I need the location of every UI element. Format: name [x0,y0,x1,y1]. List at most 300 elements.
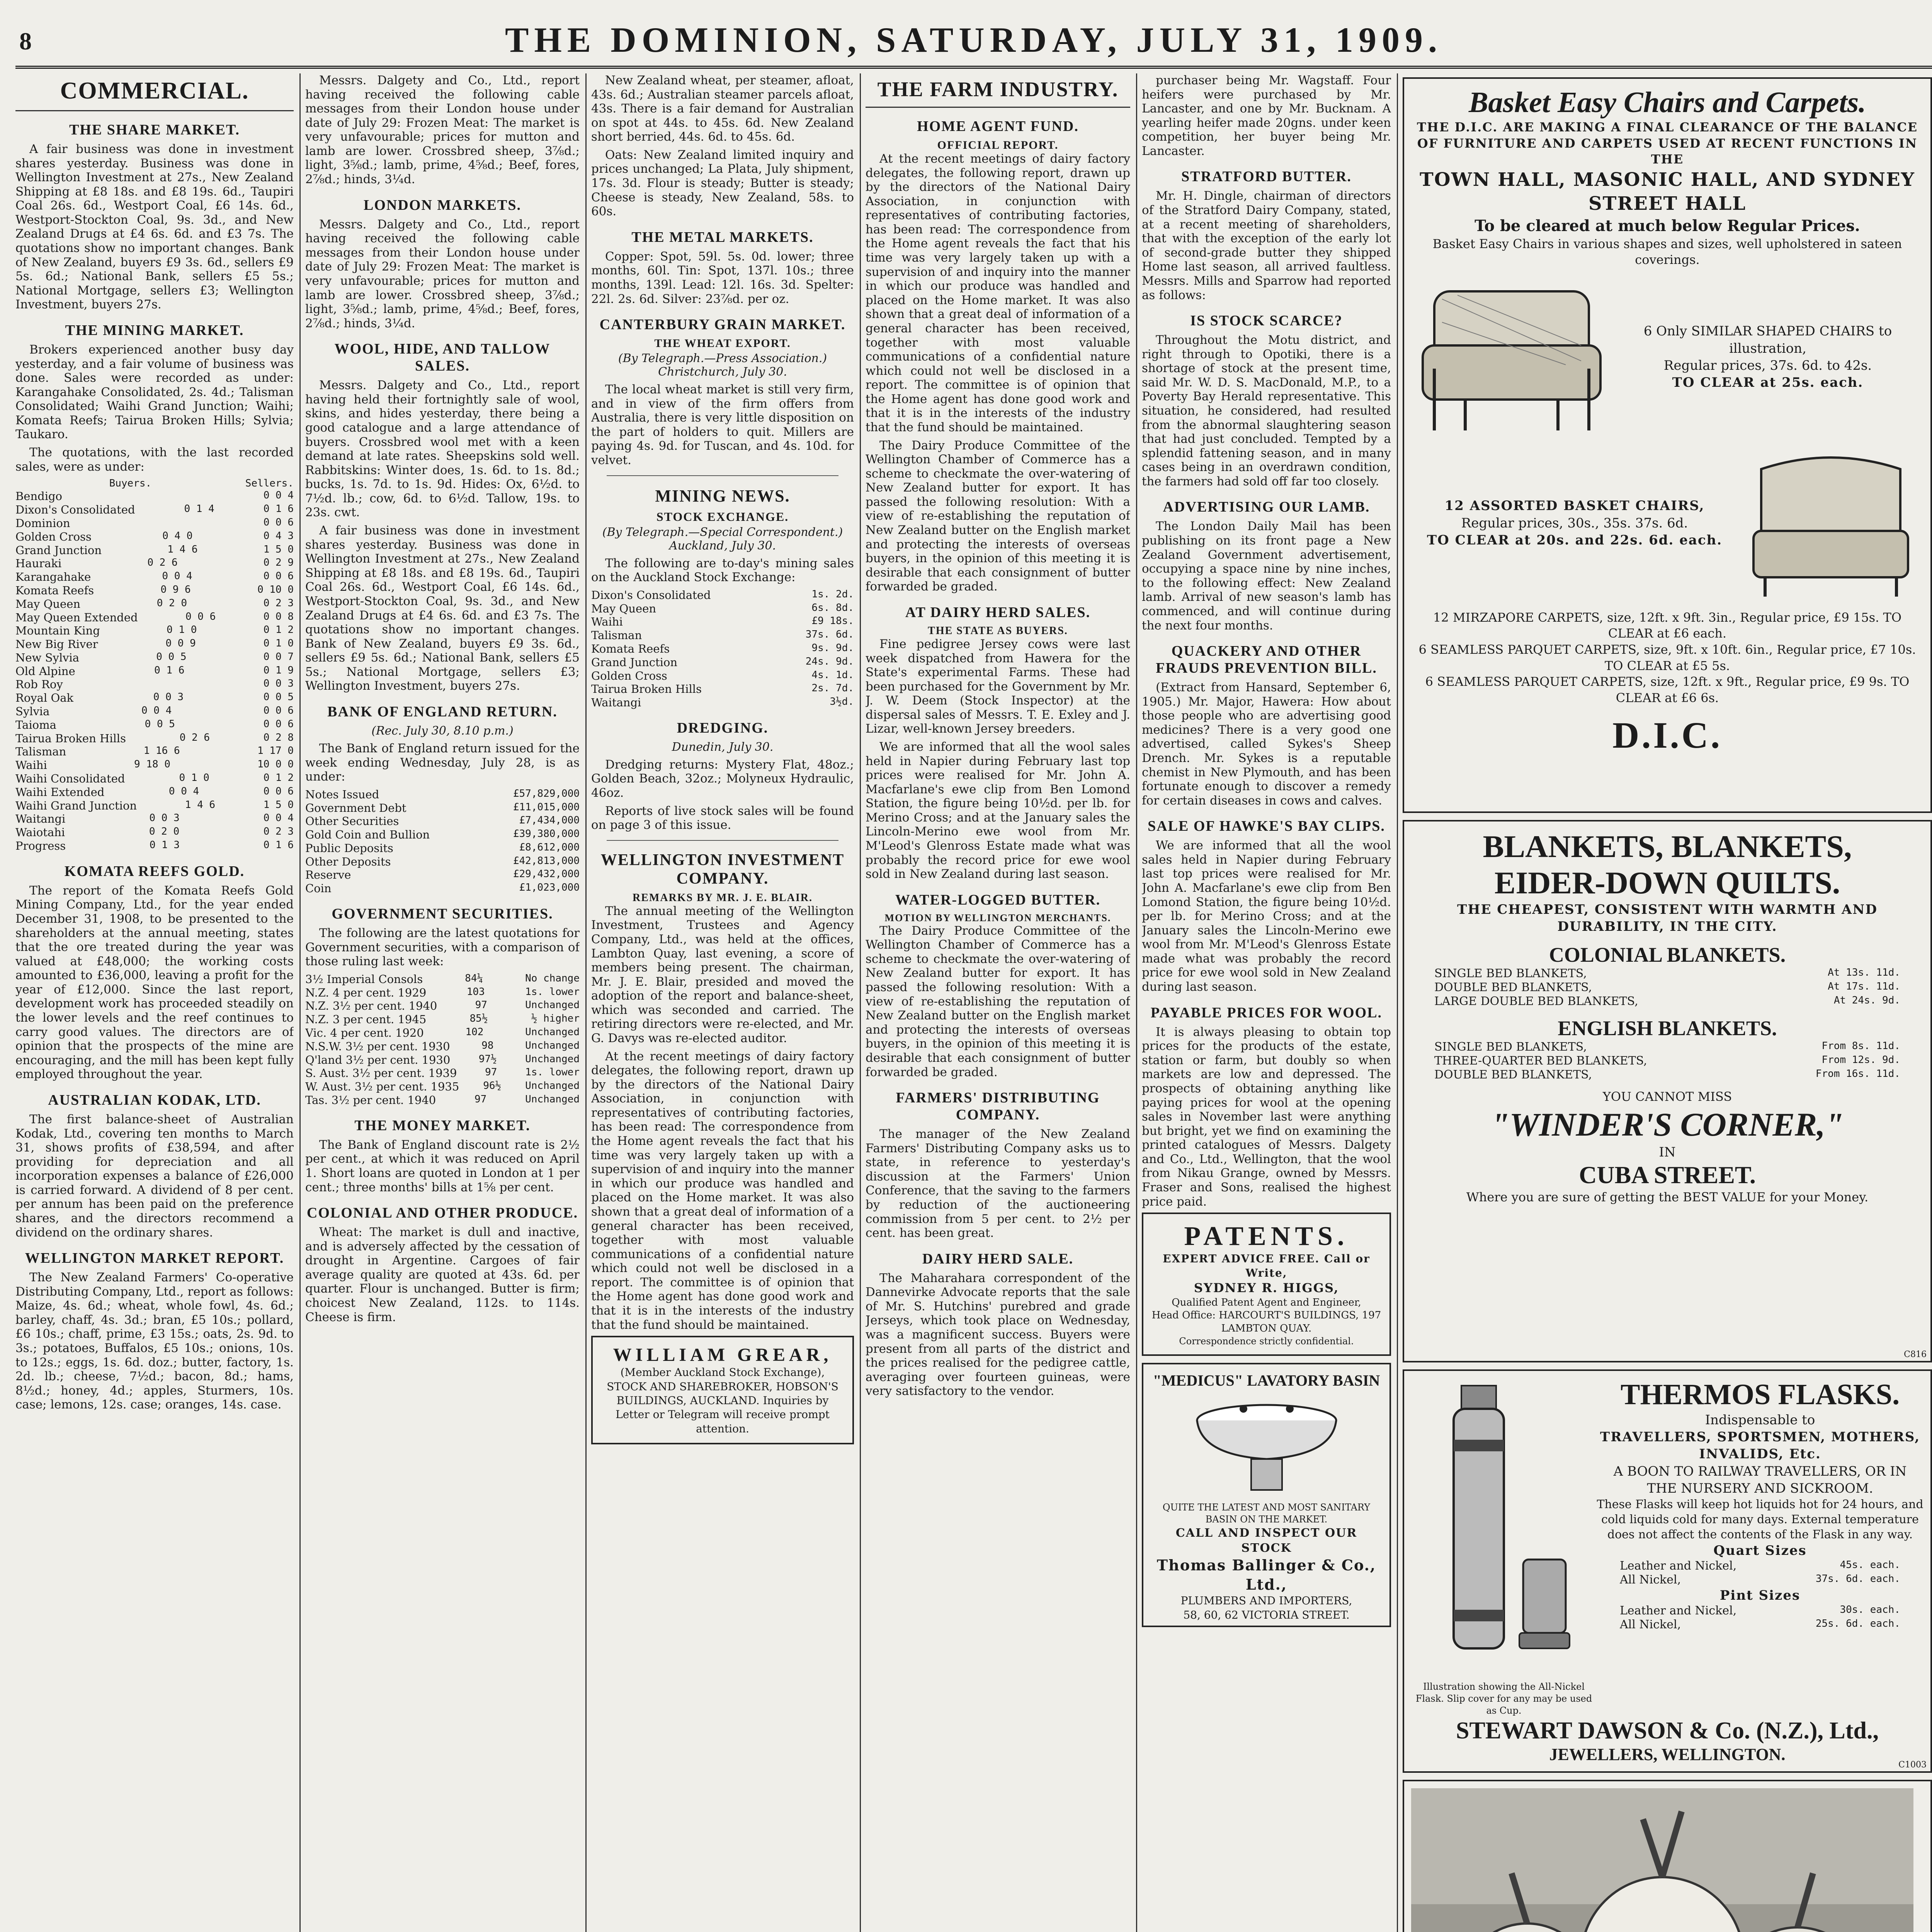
table-cell: Mountain King [15,624,100,638]
table-row [15,638,294,651]
prices-text: It is always pleasing to obtain top prices for the products of the estate, station or farm, but doubly so when markets are low and depressed. The prospects of obtaining anything like paying prices for wool at the opening sales in November last were anything but bright, yet we find on examining the printed catalogues of Messrs. Dalgety and Co., Ltd., Wellington, that the wool from Nikau Grange, owned by Messrs. Fraser and Sons, realised the highest price paid. [1142,1025,1391,1209]
london-heading: LONDON MARKETS. [364,197,521,213]
table-row [1411,981,1923,995]
table-cell: New Big River [15,638,98,651]
turnips-illustration [1411,1788,1913,1932]
table-row [591,629,854,642]
table-row [15,530,294,544]
patents-line-2: SYDNEY R. HIGGS, [1194,1280,1339,1295]
table-cell: 25s. 6d. each. [1815,1618,1900,1630]
basket-title: Basket Easy Chairs and Carpets. [1468,86,1866,119]
table-cell: SINGLE BED BLANKETS, [1434,1040,1587,1054]
chair1-line-1: 6 Only SIMILAR SHAPED CHAIRS to illustration, [1643,323,1892,356]
table-cell: 37s. 6d. [805,629,854,641]
bank-text: The Bank of England return issued for the week ending Wednesday, July 28, is as under: [305,741,580,784]
table-cell: Waihi Grand Junction [15,799,137,812]
blankets-advert-id: C816 [1904,1350,1927,1359]
table-cell: Tairua Broken Hills [15,731,126,745]
table-cell: £8,612,000 [519,841,580,853]
table-cell: Dixon's Consolidated [15,503,135,517]
chair2-line-2: Regular prices, 30s., 35s. 37s. 6d. [1461,515,1688,531]
table-row [305,801,580,815]
butter-heading: WATER-LOGGED BUTTER. [895,891,1101,908]
table-cell: 1s. 2d. [811,588,854,600]
table-row [15,772,294,786]
stock-table [591,588,854,709]
table-cell: £1,023,000 [519,882,580,894]
table-cell: Unchanged [525,1093,580,1105]
table-cell: 0 0 6 [263,516,294,528]
bank-table [305,788,580,895]
lavatory-line-1: QUITE THE LATEST AND MOST SANITARY BASIN ON THE MARKET. [1162,1502,1371,1525]
table-row [15,759,294,772]
table-cell: Other Securities [305,815,399,828]
table-cell: Talisman [15,745,66,759]
table-row [305,828,580,842]
column-advertisements [1403,73,1932,1932]
table-row [305,882,580,895]
table-cell: May Queen [591,602,656,615]
table-cell: 0 1 4 [184,503,214,515]
table-row [15,490,294,503]
london-text: Messrs. Dalgety and Co., Ltd., report having received the following cable messages from their London house under date of July 29: Frozen Meat: The market is very unfavourable; prices for mutton and lamb are lower. Crossbred sheep, 3⅞d.; light, 3⅝d.; lamb, prime, 4⅝d.; Beef, fores, 2⅞d.; hinds, 3¼d. [305,217,580,330]
table-cell: Talisman [591,629,642,642]
lamb-text: The London Daily Mail has been publishing on its front page a New Zealand Government advertisement, occupying a space nine by nine inches, to the following effect: New Zealand lamb. Arrival of new season's lamb has commenced, and will continue during the next four months. [1142,519,1391,633]
thermos-quart-heading: Quart Sizes [1713,1543,1807,1558]
dairy-herd-heading: AT DAIRY HERD SALES. [905,604,1091,621]
table-cell: Gold Coin and Bullion [305,828,430,842]
table-cell: From 16s. 11d. [1815,1068,1900,1080]
chair1-line-2: Regular prices, 37s. 6d. to 42s. [1663,357,1872,373]
patents-advert [1142,1213,1391,1356]
table-cell: 0 0 7 [263,651,294,663]
table-row [15,799,294,813]
table-cell: 0 2 3 [263,597,294,609]
table-cell: £29,432,000 [513,868,580,880]
metal-heading: THE METAL MARKETS. [631,229,814,245]
table-cell: 0 0 4 [168,785,199,797]
basket-chair-2 [1411,446,1923,600]
table-row [15,503,294,517]
table-cell: Waihi [15,759,47,772]
table-row [305,1053,580,1067]
table-cell: N.Z. 3 per cent. 1945 [305,1013,427,1026]
table-cell: Hauraki [15,557,62,570]
table-row [15,718,294,732]
table-row [305,999,580,1013]
table-cell: 0 4 3 [263,530,294,542]
table-cell: Progress [15,839,66,853]
column-farm-2 [1142,73,1391,1932]
page-number: 8 [19,27,32,55]
patents-line-5: Correspondence strictly confidential. [1179,1335,1354,1347]
colonial-blankets-list [1411,967,1923,1009]
table-cell: 0 0 5 [145,718,175,730]
dic-logo: D.I.C. [1612,714,1722,756]
table-row [1411,995,1923,1009]
table-cell: 0 0 8 [263,611,294,622]
quotations-header: Buyers. Sellers. [109,478,294,490]
quack-text: (Extract from Hansard, September 6, 1905.) Mr. Major, Hawera: How about those people who are advertising good medicines? There is a very good one advertised, called Sykes's Sheep Drench. Mr. Sykes is a reputable chemist in New Plymouth, and has been fortunate enough to discover a remedy for certain diseases in cows and calves. [1142,680,1391,808]
thermos-line-3: A BOON TO RAILWAY TRAVELLERS, OR IN THE NURSERY AND SICKROOM. [1613,1463,1907,1496]
table-cell: Government Debt [305,801,406,815]
table-cell: From 8s. 11d. [1821,1040,1900,1052]
table-row [305,815,580,828]
table-cell: 0 1 2 [263,772,294,784]
table-cell: £9 18s. [811,615,854,627]
masthead-rule [15,66,1932,69]
english-blankets-heading: ENGLISH BLANKETS. [1558,1017,1777,1040]
table-cell: 0 1 6 [154,664,185,676]
stewart-dawson: STEWART DAWSON & Co. (N.Z.), Ltd., [1456,1717,1879,1744]
wic-text: The annual meeting of the Wellington Investment, Trustees and Agency Company, Ltd., was held at the offices, Lambton Quay, last evening, a score of members being present. The chairman, Mr. J. E. Blair, presided and moved the adoption of the report and balance-sheet, which was seconded and carried. The retiring directors were re-elected, and Mr. G. Davys was re-elected auditor. [591,904,854,1045]
table-cell: Grand Junction [591,655,678,669]
table-row [15,705,294,718]
table-row [305,788,580,801]
table-cell: Karangahake [15,570,91,584]
table-cell: 0 0 3 [263,678,294,690]
table-cell: W. Aust. 3½ per cent. 1935 [305,1080,459,1094]
column-markets [591,73,854,1932]
table-row [15,732,294,745]
column-commercial-2 [305,73,580,1932]
table-cell: From 12s. 9d. [1821,1054,1900,1066]
table-cell: N.Z. 4 per cent. 1929 [305,986,427,999]
produce-text: Messrs. Dalgety and Co., Ltd., report having held their fortnightly sale of wool, skins, and hides yesterday, there being a good catalogue and a large attendance of buyers. Crossbred wool met with a keen demand at late rates. Sheepskins sold well. Rabbitskins: Winter does, 1s. 6d. to 1s. 8d.; bucks, 1s. 7d. to 1s. 9d. Hides: Ox, 6½d. to 7½d. lb.; cow, 6d. to 6½d. Tallow, 19s. to 23s. cwt. [305,378,580,520]
canterbury-heading: CANTERBURY GRAIN MARKET. [599,316,846,333]
table-cell: 85½ [469,1013,488,1025]
table-row [15,826,294,839]
table-cell: 0 1 0 [179,772,209,784]
blankets-tagline: Where you are sure of getting the BEST VALUE for your Money. [1466,1190,1869,1205]
blankets-advert [1403,820,1932,1362]
table-cell: 0 2 0 [149,826,180,838]
table-cell: £57,829,000 [513,787,580,799]
official-text-2: The Dairy Produce Committee of the Wellington Chamber of Commerce has a scheme to checkmate the over-watering of New Zealand butter for export. It has passed the following resolution: With a view of re-establishing the reputation of New Zealand butter on the English market and protecting the interests of overseas buyers, in the opinion of this meeting it is desirable that each consignment of butter forwarded be graded. [866,438,1130,594]
blankets-title-2: EIDER-DOWN QUILTS. [1494,865,1840,900]
dairy-sale-text: The Maharahara correspondent of the Dannevirke Advocate reports that the sale of Mr. S. Hutchins' purebred and grade Jerseys, which took place on Wednesday, was a magnificent success. Buyers were present from all parts of the district and the prices realised for the pedigree cattle, averaging over fourteen guineas, were very satisfactory to the vendor. [866,1271,1130,1398]
table-cell: 0 0 3 [153,691,184,703]
column-rule [1397,73,1398,1932]
table-cell: 0 1 0 [263,638,294,650]
hawkes-heading: SALE OF HAWKE'S BAY CLIPS. [1148,818,1385,835]
dairy-herd-text: Fine pedigree Jersey cows were last week dispatched from Hawera for the State's experimental Farms. These had been purchased for the Government by Mr. J. W. Deem (Stock Inspector) at the dispersal sales of Messrs. T. E. Exley and J. Lizar, well-known Jersey breeders. [866,637,1130,736]
prices-heading: PAYABLE PRICES FOR WOOL. [1150,1004,1383,1021]
table-cell: Dominion [15,516,70,530]
table-cell: 0 0 9 [165,638,196,650]
oats-text: Oats: New Zealand limited inquiry and prices unchanged; La Plata, July shipment, 17s. 3d. Flour is steady; Butter is steady; Cheese is steady, New Zealand, 58s. to 60s. [591,148,854,219]
table-row [15,611,294,624]
farmers-heading: FARMERS' DISTRIBUTING COMPANY. [896,1090,1100,1123]
thermos-line-1: Indispensable to [1705,1412,1815,1428]
table-row [591,588,854,602]
table-cell: 0 4 0 [162,530,193,542]
table-cell: 0 2 3 [263,826,294,838]
table-cell: 45s. each. [1840,1559,1900,1571]
table-cell: 0 10 0 [257,583,294,595]
share-market-heading: THE SHARE MARKET. [69,122,240,138]
dredging-heading: DREDGING. [677,719,769,736]
share-market-text: A fair business was done in investment shares yesterday. Business was done in Wellington Investment at 27s., New Zealand Shipping at £8 18s. and £8 19s. 6d., Taupiri Coal 26s. 6d., Westport Coal, £6 14s. 6d., Westport-Stockton Coal, 9s. 3d., and New Zealand Drugs at £4 6s. 6d. and £3 7s. The quotations show no important changes. Bank of New Zealand, buyers £9 3s. 6d., sellers £9 5s. 6d.; National Bank, sellers £5 5s.; National Mortgage, sellers £3; Wellington Investment, buyers 27s. [15,142,294,312]
basket-chair-1-text [1612,323,1923,391]
table-cell: 37s. 6d. each. [1815,1573,1900,1585]
table-row [591,602,854,616]
stratford-text: Mr. H. Dingle, chairman of directors of the Stratford Dairy Company, stated, at a recent meeting of shareholders, that with the exception of the early lot of second-grade butter they shipped Home last season, all arrived faultless. Messrs. Mills and Sparrow had reported as follows: [1142,189,1391,302]
table-row [305,868,580,882]
table-row [15,839,294,853]
table-cell: S. Aust. 3½ per cent. 1939 [305,1066,457,1080]
carpet-line-3: 6 SEAMLESS PARQUET CARPETS, size, 12ft. x 9ft., Regular price, £9 9s. TO CLEAR at £6 6s. [1425,674,1910,705]
thermos-caption: Illustration showing the All-Nickel Flask. Slip cover for any may be used as Cup. [1415,1681,1592,1716]
table-cell: Waihi [591,615,623,629]
govt-heading: GOVERNMENT SECURITIES. [332,906,553,922]
table-cell: 9s. 9d. [811,642,854,654]
quack-heading: QUACKERY AND OTHER FRAUDS PREVENTION BILL. [1156,643,1377,677]
table-cell: 10 0 0 [257,759,294,770]
table-row [1411,1054,1923,1068]
table-cell: 96½ [483,1080,502,1092]
official-heading: OFFICIAL REPORT. [937,139,1059,151]
mining-market-text: Brokers experienced another busy day yesterday, and a fair volume of business was done. Sales were recorded as under: Karangahake Consolidated, 2s. 4d.; Talisman Consolidated; Waihi Grand Junction; Waihi; Komata Reefs; Tairua Broken Hills; Sylvia; Taukaro. [15,342,294,442]
table-cell: 97 [485,1066,497,1078]
table-row [305,1066,580,1080]
thermos-quart-list [1597,1559,1923,1587]
lavatory-line-4: PLUMBERS AND IMPORTERS, [1180,1594,1352,1607]
stock-exchange-heading: STOCK EXCHANGE. [656,509,789,524]
table-cell: 0 1 6 [263,503,294,515]
table-cell: Taioma [15,718,56,731]
thermos-line-4: These Flasks will keep hot liquids hot for 24 hours, and cold liquids cold for many days. External temperature does not affect the contents of the Flask in any way. [1597,1497,1923,1541]
table-cell: £39,380,000 [513,828,580,840]
farm-text-top: purchaser being Mr. Wagstaff. Four heifers were purchased by Mr. Lancaster, and one by Mr. Bucknam. A yearling heifer made 20gns. under keen competition, her buyer being Mr. Lancaster. [1142,73,1391,158]
canterbury-text: The local wheat market is still very firm, and in view of the firm offers from Australia, there is very little disposition on the part of holders to quit. Millers are paying 4s. 9d. for Tuscan, and 4s. 10d. for velvet. [591,383,854,467]
home-agent-heading: HOME AGENT FUND. [917,118,1079,134]
basket-chair-2-text [1411,497,1738,549]
basket-chairs-advert [1403,77,1932,813]
govt-table [305,973,580,1107]
table-cell: 2s. 7d. [811,682,854,694]
canterbury-byline: (By Telegraph.—Press Association.) Christchurch, July 30. [618,352,827,379]
komata-text: The report of the Komata Reefs Gold Mining Company, Ltd., for the year ended December 31, 1908, to be presented to the shareholders at the annual meeting, states that the ore treated during the year was valued at £48,000; the working costs amounted to £36,000, leaving a profit for the year of £12,000. Since the last report, development work has proceeded steadily on the lower levels and the reef continues to carry good values. The directors are of opinion that the prospects of the mine are encouraging, and the mill has been kept fully employed throughout the year. [15,883,294,1082]
colonial-heading: COLONIAL AND OTHER PRODUCE. [306,1205,578,1221]
table-cell: 9 18 0 [134,759,170,770]
chair2-line-1: 12 ASSORTED BASKET CHAIRS, [1444,498,1705,514]
table-cell: 97½ [478,1053,497,1065]
table-row [1411,967,1923,981]
table-cell: 0 2 0 [156,597,187,609]
thermos-illustration-wrap [1411,1378,1597,1717]
table-cell: Tairua Broken Hills [591,682,702,696]
table-cell: 97 [474,1093,487,1105]
table-row [15,678,294,691]
table-row [1411,1040,1923,1054]
table-row [305,1080,580,1094]
stewart-dawson-2: JEWELLERS, WELLINGTON. [1549,1745,1786,1764]
thermos-layout [1411,1378,1923,1717]
table-cell: N.S.W. 3½ per cent. 1930 [305,1039,450,1053]
table-cell: 1s. lower [525,1066,580,1078]
table-cell: Grand Junction [15,543,102,557]
table-cell: 0 0 6 [263,785,294,797]
lavatory-line-3: Thomas Ballinger & Co., Ltd., [1156,1556,1376,1593]
table-row [305,855,580,869]
lavatory-line-5: 58, 60, 62 VICTORIA STREET. [1183,1608,1350,1621]
column-rule [1136,73,1137,1932]
table-cell: Waitangi [15,812,66,826]
money-text: The Bank of England discount rate is 2½ per cent., at which it was reduced on April 1. Short loans are quoted in London at 1 per cent.; three months' bills at 1⅝ per cent. [305,1138,580,1194]
table-row [15,665,294,678]
chair2-line-3: TO CLEAR at 20s. and 22s. 6d. each. [1427,532,1723,548]
table-cell: 0 0 5 [263,691,294,703]
lamb-heading: ADVERTISING OUR LAMB. [1163,499,1370,515]
table-row [15,651,294,665]
colonial-text: Wheat: The market is dull and inactive, and is adversely affected by the cessation of drought in Argentine. Cargoes of fair average quality are quoted at 43s. 6d. per quarter. Flour is unchanged. Butter is firm; choicest New Zealand, 112s. to 114s. Cheese is firm. [305,1225,580,1324]
table-cell: Waiotahi [15,826,65,839]
table-row [591,696,854,709]
thermos-flask-illustration [1411,1378,1589,1679]
scarce-text: Throughout the Motu district, and right through to Opotiki, there is a shortage of stock at the present time, said Mr. W. D. S. MacDonald, M.P., to a Poverty Bay Herald representative. This situation, he considered, had resulted from the abnormal slaughtering season that had just concluded. Tempted by a splendid fattening season, and in many cases being in an overdrawn condition, the farmers had sold off far too closely. [1142,333,1391,488]
table-row [15,557,294,570]
lavatory-advert [1142,1363,1391,1627]
table-cell: N.Z. 3½ per cent. 1940 [305,999,437,1013]
table-cell: 0 1 9 [263,664,294,676]
produce-text-2: A fair business was done in investment shares yesterday. Business was done in Wellington Investment at 27s., New Zealand Shipping at £8 18s. and £8 19s. 6d., Taupiri Coal 26s. 6d., Westport Coal, £6 14s. 6d., Westport-Stockton Coal, 9s. 3d., and New Zealand Drugs at £4 6s. 6d. and £3 7s. The quotations show no important changes. Bank of New Zealand, buyers £9 3s. 6d., sellers £9 5s. 6d.; National Bank, sellers £5 5s.; National Mortgage, sellers £3; Wellington Investment, buyers 27s. [305,524,580,693]
table-cell: 0 0 4 [263,812,294,824]
table-cell: Sylvia [15,705,50,718]
hawkes-text: We are informed that all the wool sales held in Napier during February last top prices were realised for Mr. John A. Macfarlane's ewe clip from Ben Lomond Station, the figure being 10½d. per lb. for Merino Cross; and at the January sales the Lincoln-Merino ewe wool from Mr. M'Leod's Glenross Estate made what was probably the record price for ewe wool sold in New Zealand during last season. [1142,838,1391,994]
table-row [15,812,294,826]
mining-news-heading: MINING NEWS. [655,486,790,505]
table-cell: Waihi Consolidated [15,772,125,786]
butter-subheading: MOTION BY WELLINGTON MERCHANTS. [884,912,1111,923]
column-rule [299,73,301,1932]
table-cell: Komata Reefs [591,642,670,655]
butter-text: The Dairy Produce Committee of the Wellington Chamber of Commerce has a scheme to checkmate the over-watering of New Zealand butter for export. It has passed the following resolution: With a view of re-establishing the reputation of New Zealand butter on the English market and protecting the interests of overseas buyers, in the opinion of this meeting it is desirable that each consignment of butter forwarded be graded. [866,923,1130,1079]
table-cell: Unchanged [525,999,580,1011]
blankets-in: IN [1659,1144,1676,1160]
table-cell: 0 0 4 [162,570,192,582]
table-row [305,842,580,855]
blankets-miss: YOU CANNOT MISS [1602,1089,1732,1104]
produce-intro: Messrs. Dalgety and Co., Ltd., report having received the following cable messages from their London house under date of July 29: Frozen Meat: The market is very unfavourable; prices for mutton and lamb are lower. Crossbred sheep, 3⅞d.; light, 3⅝d.; lamb, prime, 4⅝d.; Beef, fores, 2⅞d.; hinds, 3¼d. [305,73,580,187]
table-cell: 1 16 6 [143,745,180,757]
table-row [15,597,294,611]
wellington-market-text: The New Zealand Farmers' Co-operative Distributing Company, Ltd., report as follows: Maize, 4s. 6d.; wheat, whole fowl, 4s. 6d.; barley, chaff, 4s. 3d.; bran, £5 10s.; pollard, £6 10s.; chaff, prime, £3 15s.; oats, 2s. 9d. to 3s.; potatoes, Buffalos, £5 10s.; onions, 10s. to 12s.; eggs, 1s. 6d. doz.; butter, factory, 1s. 2d. lb.; cheese, 7½d.; bacon, 8d.; hams, 8½d.; honey, 4d.; apples, Sturmers, 10s. case; lemons, 12s. case; oranges, 14s. case. [15,1270,294,1412]
kodak-heading: AUSTRALIAN KODAK, LTD. [48,1092,261,1108]
table-cell: 3½d. [830,696,854,708]
grear-name: WILLIAM GREAR, [613,1345,832,1366]
table-row [1597,1604,1923,1618]
patents-line-1: EXPERT ADVICE FREE. Call or Write, [1163,1252,1370,1279]
table-cell: Notes Issued [305,787,379,801]
table-row [305,1040,580,1053]
table-cell: Old Alpine [15,664,75,678]
divider [607,475,838,476]
colonial-blankets-heading: COLONIAL BLANKETS. [1549,943,1786,967]
table-cell: £7,434,000 [519,815,580,827]
column-rule [585,73,587,1932]
basket-sub-1: THE D.I.C. ARE MAKING A FINAL CLEARANCE OF THE BALANCE [1417,120,1918,134]
table-cell: 0 0 5 [156,651,187,663]
table-cell: All Nickel, [1620,1573,1681,1587]
quotations-rows [15,490,294,853]
table-row [305,1026,580,1040]
table-cell: 0 1 3 [149,839,180,851]
thermos-advert-id: C1003 [1898,1760,1927,1770]
quotations-intro: The quotations, with the last recorded sales, were as under: [15,445,294,474]
table-cell: At 24s. 9d. [1833,995,1900,1007]
land-advert [1403,1780,1932,1932]
grear-advert [591,1336,854,1444]
basket-sub-4: To be cleared at much below Regular Prices. [1475,216,1860,235]
table-cell: Waihi Extended [15,785,105,799]
table-cell: SINGLE BED BLANKETS, [1434,967,1587,981]
dairy-herd-subheading: THE STATE AS BUYERS. [928,624,1068,637]
table-cell: 1 5 0 [263,543,294,555]
table-cell: 1 17 0 [257,745,294,757]
dairy-sale-heading: DAIRY HERD SALE. [922,1250,1074,1267]
reports-text: Reports of live stock sales will be found on page 3 of this issue. [591,804,854,832]
official-text: At the recent meetings of dairy factory delegates, the following report, drawn up by the directors of the National Dairy Association, in conjunction with representatives of contributing factories, has been read: The correspondence from the Home agent reveals the fact that his time was very largely taken up with a supervision of and inquiry into the manner in which our produce was handled and placed on the Home market. It was also shown that a great deal of information of a general character has been received, together with most valuable communications of a confidential nature which could not well be disclosed in a report. The committee is of opinion that the Home agent has done good work and that it is in the interests of the industry that the fund should be maintained. [866,152,1130,434]
patents-heading: PATENTS. [1184,1221,1349,1252]
patents-line-4: Head Office: HARCOURT'S BUILDINGS, 197 LAMBTON QUAY. [1151,1310,1381,1335]
table-row [15,544,294,557]
scarce-heading: IS STOCK SCARCE? [1190,313,1343,329]
table-cell: 0 1 0 [167,624,197,636]
table-cell: 0 0 6 [263,570,294,582]
column-farm-industry [866,73,1130,1932]
basket-sub-3: TOWN HALL, MASONIC HALL, AND SYDNEY STREET HALL [1420,168,1915,215]
table-cell: Dixon's Consolidated [591,588,711,602]
table-cell: 98 [481,1039,494,1051]
table-cell: 0 0 6 [263,705,294,717]
table-cell: 6s. 8d. [811,602,854,614]
table-cell: 1s. lower [525,986,580,998]
thermos-pint-heading: Pint Sizes [1719,1588,1801,1604]
table-row [591,615,854,629]
dredging-byline: Dunedin, July 30. [672,740,774,754]
stock-byline: (By Telegraph.—Special Correspondent.) Auckland, July 30. [602,525,843,553]
thermos-pint-list [1597,1604,1923,1632]
basket-chair-1 [1411,276,1923,438]
table-cell: At 17s. 11d. [1828,981,1900,993]
table-row [15,745,294,759]
wellington-market-heading: WELLINGTON MARKET REPORT. [25,1250,284,1267]
english-blankets-list [1411,1040,1923,1082]
table-cell: Unchanged [525,1039,580,1051]
table-row [305,973,580,986]
metal-text: Copper: Spot, 59l. 5s. 0d. lower; three months, 60l. Tin: Spot, 137l. 10s.; three months, 139l. Lead: 12l. 16s. 3d. Spelter: 22l. 2s. 6d. Silver: 23⅞d. per oz. [591,249,854,306]
table-cell: Bendigo [15,490,63,503]
farmers-text: The manager of the New Zealand Farmers' Distributing Company asks us to state, in reference to yesterday's discussion at the Farmers' Union Conference, that the saving to the farmers by reduction of the auctioneering commission from 5 per cent. to 2½ per cent. has been great. [866,1127,1130,1240]
table-cell: 102 [465,1026,484,1038]
quotations-table [15,478,294,853]
table-row [305,1013,580,1026]
table-cell: Golden Cross [591,669,667,682]
table-cell: Waitangi [591,696,641,709]
blankets-subtitle: THE CHEAPEST, CONSISTENT WITH WARMTH AND DURABILITY, IN THE CITY. [1457,902,1878,935]
wic-heading: WELLINGTON INVESTMENT COMPANY. [600,851,845,888]
dairy-herd-text-2: We are informed that all the wool sales held in Napier during February last top prices were realised for Mr. John A. Macfarlane's ewe clip from Ben Lomond Station, the figure being 10½d. per lb. for Merino Cross; and at the January sales the Lincoln-Merino ewe wool from Mr. M'Leod's Glenross Estate made what was probably the record price for ewe wool sold in New Zealand during last season. [866,740,1130,881]
table-cell: LARGE DOUBLE BED BLANKETS, [1434,995,1638,1009]
table-cell: Unchanged [525,1080,580,1092]
winders-corner: "WINDER'S CORNER," [1491,1105,1844,1143]
newspaper-page [15,12,1932,1932]
table-row [1411,1068,1923,1082]
table-cell: 0 0 4 [263,490,294,502]
canterbury-subheading: THE WHEAT EXPORT. [654,337,791,350]
table-row [15,517,294,530]
